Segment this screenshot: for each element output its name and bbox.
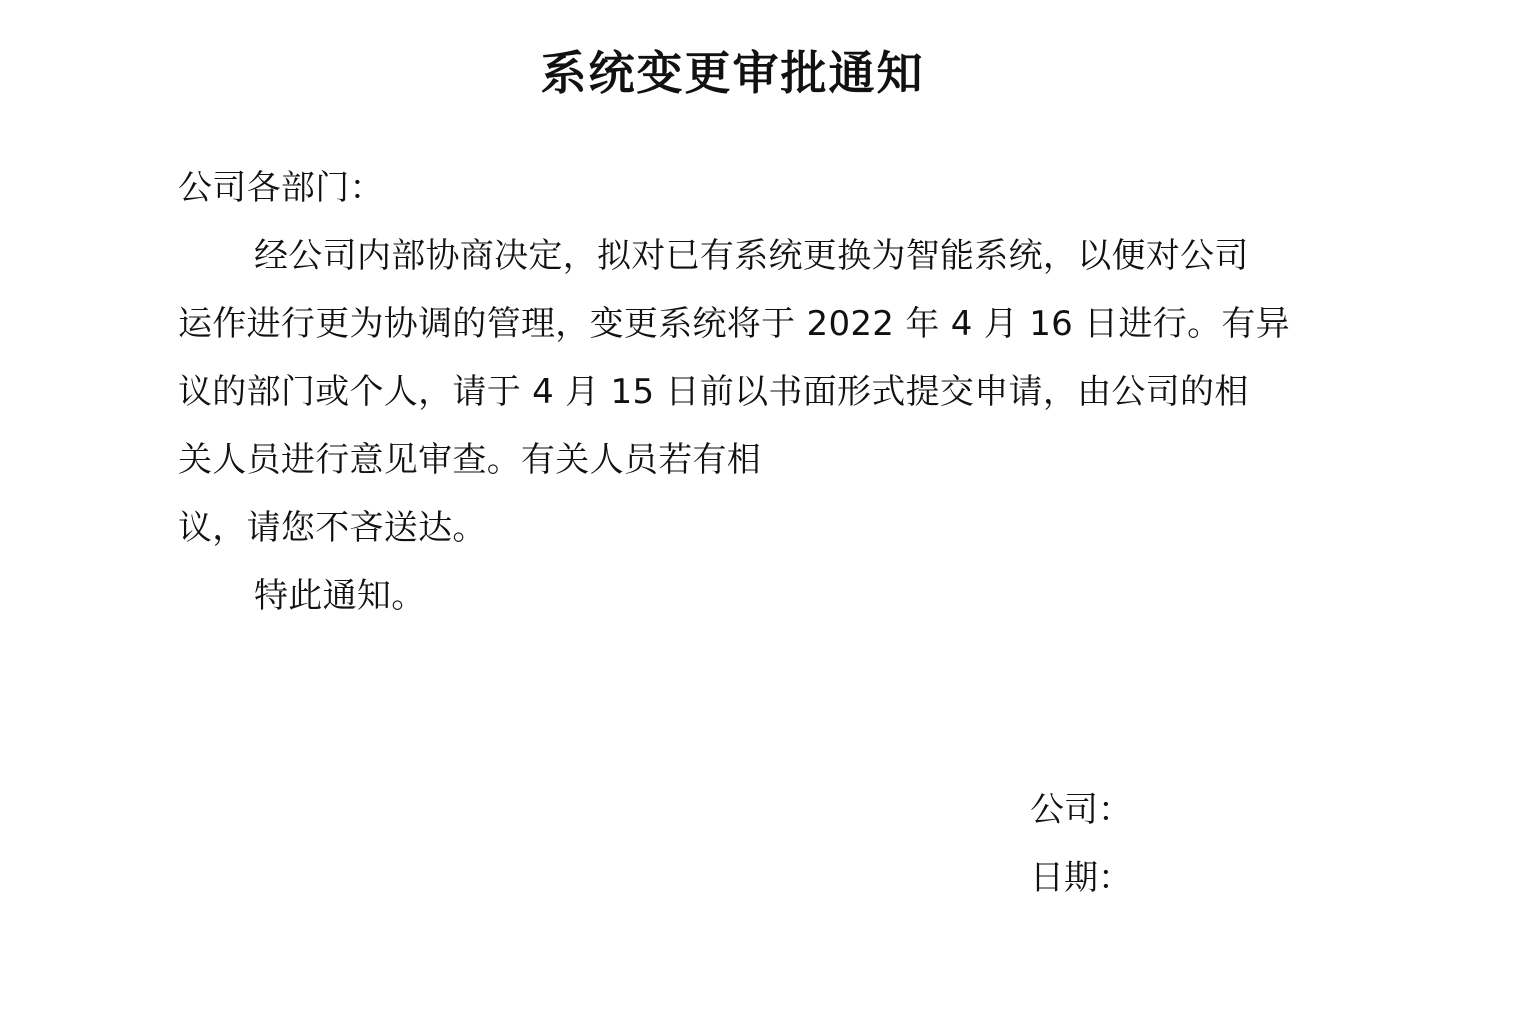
notice-title: 系统变更审批通知 <box>540 46 925 100</box>
signature-date-label: 日期： <box>1030 858 1132 898</box>
body-line: 经公司内部协商决定，拟对已有系统更换为智能系统，以便对公司 <box>254 236 1249 276</box>
closing-text: 特此通知。 <box>254 576 426 616</box>
body-line: 关人员进行意见审查。有关人员若有相 <box>178 440 762 480</box>
body-line: 运作进行更为协调的管理，变更系统将于 2022 年 4 月 16 日进行。有异 <box>178 304 1290 344</box>
salutation: 公司各部门： <box>178 168 384 208</box>
body-line: 议，请您不吝送达。 <box>178 508 487 548</box>
signature-company-label: 公司： <box>1030 790 1132 830</box>
body-line: 议的部门或个人，请于 4 月 15 日前以书面形式提交申请，由公司的相 <box>178 372 1249 412</box>
